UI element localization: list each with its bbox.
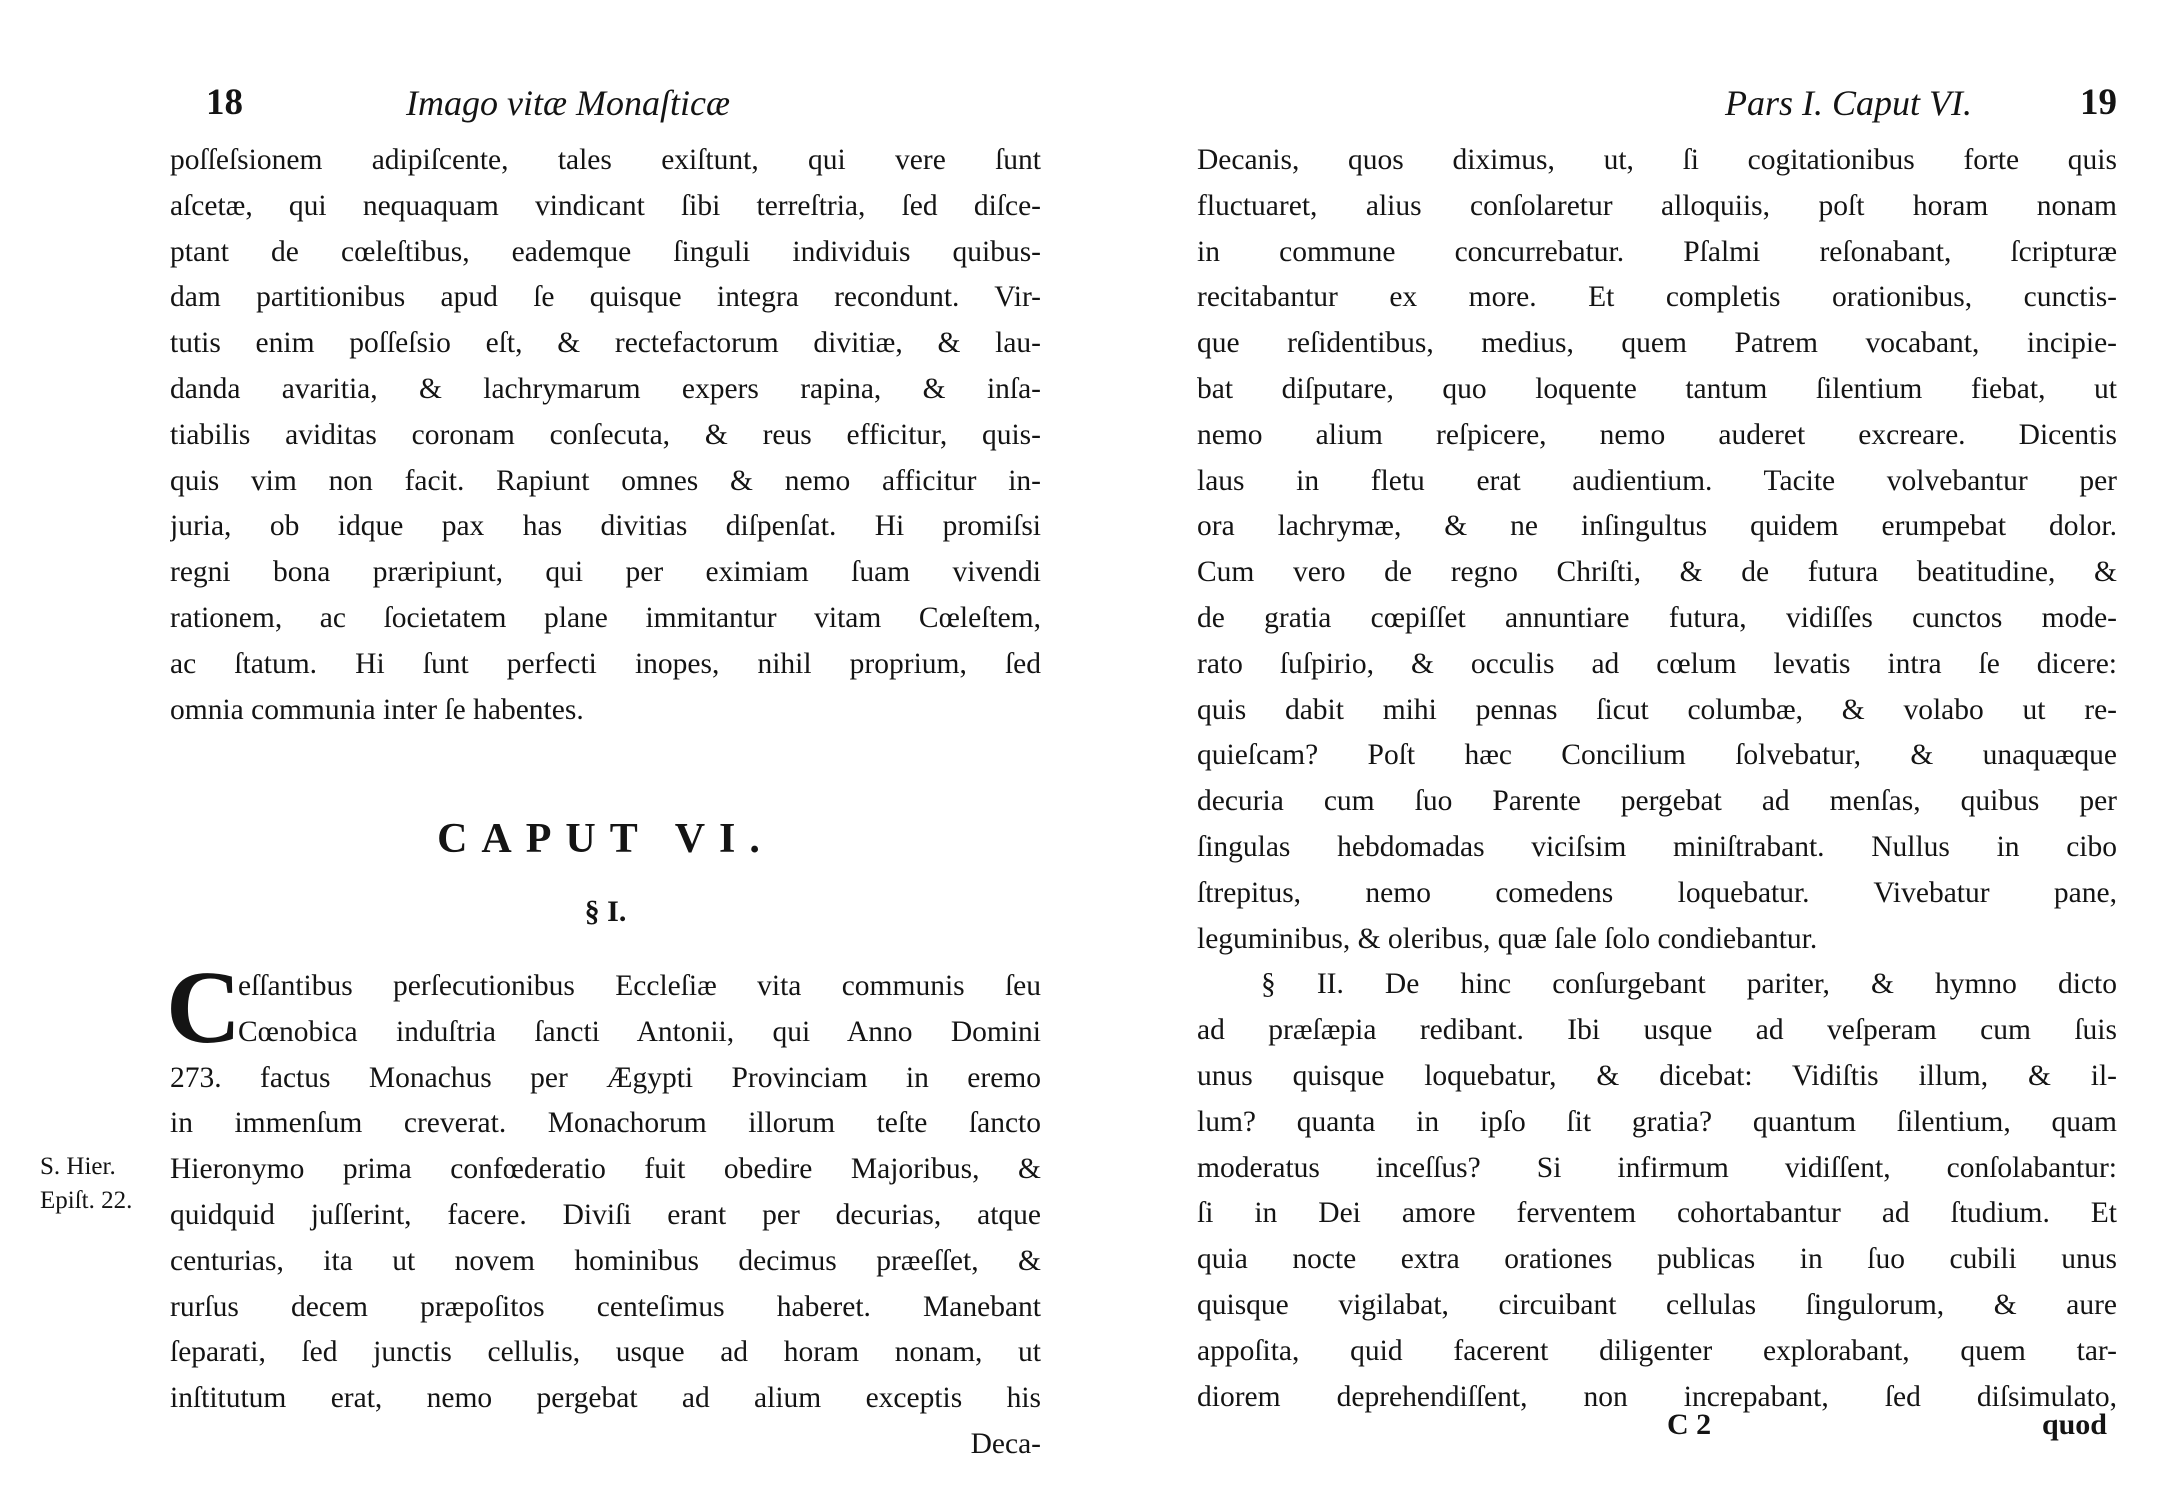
- text-line: appoſita, quid facerent diligenter explorabant, quem tar-: [1197, 1334, 2117, 1367]
- text-line: recitabantur ex more. Et completis orationibus, cunctis-: [1197, 281, 2117, 314]
- chapter-paragraph: [170, 964, 1041, 1468]
- drop-cap-initial: C: [166, 950, 242, 1065]
- running-title-left: Imago vitæ Monaſticæ: [406, 83, 730, 123]
- text-line: moderatus inceſſus? Si infirmum vidiſſent, conſolabantur:: [1197, 1151, 2117, 1184]
- margin-note: [40, 1150, 170, 1218]
- text-line: rato ſuſpirio, & occulis ad cœlum levatis intra ſe dicere:: [1197, 647, 2117, 680]
- text-line: regni bona præripiunt, qui per eximiam ſuam vivendi: [170, 556, 1041, 589]
- running-title-right: Pars I. Caput VI.: [1725, 83, 1972, 123]
- text-line: quieſcam? Poſt hæc Concilium ſolvebatur, & unaquæque: [1197, 739, 2117, 772]
- catchword-left: Deca-: [970, 1427, 1041, 1460]
- text-line: rationem, ac ſocietatem plane immitantur vitam Cœleſtem,: [170, 601, 1041, 634]
- text-line: diorem deprehendiſſent, non increpabant, ſed diſsimulato,: [1197, 1380, 2117, 1413]
- text-line: quisque vigilabat, circuibant cellulas ſingulorum, & aure: [1197, 1288, 2117, 1321]
- text-line: ſeparati, ſed junctis cellulis, usque ad horam nonam, ut: [170, 1336, 1041, 1369]
- catchword-right: quod: [2041, 1408, 2107, 1441]
- paragraph-continuation: [170, 138, 1041, 733]
- text-line: dam partitionibus apud ſe quisque integra recondunt. Vir-: [170, 281, 1041, 314]
- text-line: unus quisque loquebatur, & dicebat: Vidiſtis illum, & il-: [1197, 1059, 2117, 1092]
- text-line: laus in fletu erat audientium. Tacite volvebantur per: [1197, 464, 2117, 497]
- margin-note-line: S. Hier.: [40, 1153, 116, 1180]
- text-line: 273. factus Monachus per Ægypti Provinciam in eremo: [170, 1061, 1041, 1094]
- right-page-text: [1197, 138, 2117, 1420]
- signature-mark: C 2: [1667, 1408, 1712, 1441]
- text-line: leguminibus, & oleribus, quæ ſale ſolo condiebantur.: [1197, 922, 1818, 955]
- page-footer: [1197, 1408, 2117, 1458]
- text-line: quis dabit mihi pennas ſicut columbæ, & volabo ut re-: [1197, 693, 2117, 726]
- text-line: ac ſtatum. Hi ſunt perfecti inopes, nihil proprium, ſed: [170, 647, 1041, 680]
- text-line: quia nocte extra orationes publicas in ſuo cubili unus: [1197, 1243, 2117, 1276]
- text-line: de gratia cœpiſſet annuntiare futura, vidiſſes cunctos mode-: [1197, 601, 2117, 634]
- running-head-right: [1197, 78, 2117, 128]
- text-line: danda avaritia, & lachrymarum expers rapina, & inſa-: [170, 372, 1041, 405]
- text-line: inſtitutum erat, nemo pergebat ad alium exceptis his: [170, 1382, 1041, 1415]
- page-number-right: 19: [2080, 82, 2117, 123]
- text-line: in commune concurrebatur. Pſalmi reſonabant, ſcripturæ: [1197, 235, 2117, 268]
- text-line: decuria cum ſuo Parente pergebat ad menſas, quibus per: [1197, 785, 2117, 818]
- right-page: [1082, 0, 2164, 1500]
- text-line: Decanis, quos diximus, ut, ſi cogitationibus forte quis: [1197, 144, 2117, 176]
- text-line: quis vim non facit. Rapiunt omnes & nemo afficitur in-: [170, 464, 1041, 497]
- text-line: ptant de cœleſtibus, eademque ſinguli individuis quibus-: [170, 235, 1041, 268]
- running-head-left: [176, 78, 1036, 128]
- text-line: Cœnobica induſtria ſancti Antonii, qui Anno Domini: [238, 1015, 1041, 1048]
- text-line: fluctuaret, alius conſolaretur alloquiis, poſt horam nonam: [1197, 189, 2117, 222]
- text-line: ſi in Dei amore ferventem cohortabantur ad ſtudium. Et: [1197, 1197, 2117, 1230]
- text-line: omnia communia inter ſe habentes.: [170, 693, 584, 726]
- text-line: lum? quanta in ipſo ſit gratia? quantum ſilentium, quam: [1197, 1105, 2117, 1138]
- text-line: ora lachrymæ, & ne inſingultus quidem erumpebat dolor.: [1197, 510, 2117, 543]
- text-line: ad præſæpia redibant. Ibi usque ad veſperam cum ſuis: [1197, 1014, 2117, 1047]
- text-line: rurſus decem præpoſitos centeſimus haberet. Manebant: [170, 1290, 1041, 1323]
- text-line: poſſeſsionem adipiſcente, tales exiſtunt, qui vere ſunt: [170, 144, 1041, 176]
- text-line: juria, ob idque pax has divitias diſpenſat. Hi promiſsi: [170, 510, 1041, 543]
- text-line: Hieronymo prima confœderatio fuit obedire Majoribus, &: [170, 1153, 1041, 1186]
- text-line: tutis enim poſſeſsio eſt, & rectefactorum divitiæ, & lau-: [170, 327, 1041, 360]
- text-line: centurias, ita ut novem hominibus decimus præeſſet, &: [170, 1244, 1041, 1277]
- text-line: aſcetæ, qui nequaquam vindicant ſibi terreſtria, ſed diſce-: [170, 189, 1041, 222]
- text-line: quidquid juſſerint, facere. Diviſi erant per decurias, atque: [170, 1198, 1041, 1231]
- text-line: § II. De hinc conſurgebant pariter, & hymno dicto: [1261, 968, 2117, 1001]
- text-line: in immenſum creverat. Monachorum illorum teſte ſancto: [170, 1107, 1041, 1140]
- text-line: tiabilis aviditas coronam conſecuta, & reus efficitur, quis-: [170, 418, 1041, 451]
- margin-note-line: Epiſt. 22.: [40, 1187, 133, 1214]
- text-line: ſingulas hebdomadas viciſsim miniſtrabant. Nullus in cibo: [1197, 830, 2117, 863]
- section-heading: § I.: [584, 895, 627, 928]
- page-number-left: 18: [206, 82, 243, 123]
- text-line: bat diſputare, quo loquente tantum ſilentium fiebat, ut: [1197, 372, 2117, 405]
- text-line: nemo alium reſpicere, nemo auderet excreare. Dicentis: [1197, 418, 2117, 451]
- text-line: ſtrepitus, nemo comedens loquebatur. Vivebatur pane,: [1197, 876, 2117, 909]
- text-line: eſſantibus perſecutionibus Eccleſiæ vita communis ſeu: [238, 970, 1041, 1002]
- chapter-heading: CAPUT VI.: [437, 816, 774, 862]
- text-line: Cum vero de regno Chriſti, & de futura beatitudine, &: [1197, 556, 2117, 589]
- text-line: que reſidentibus, medius, quem Patrem vocabant, incipie-: [1197, 327, 2117, 360]
